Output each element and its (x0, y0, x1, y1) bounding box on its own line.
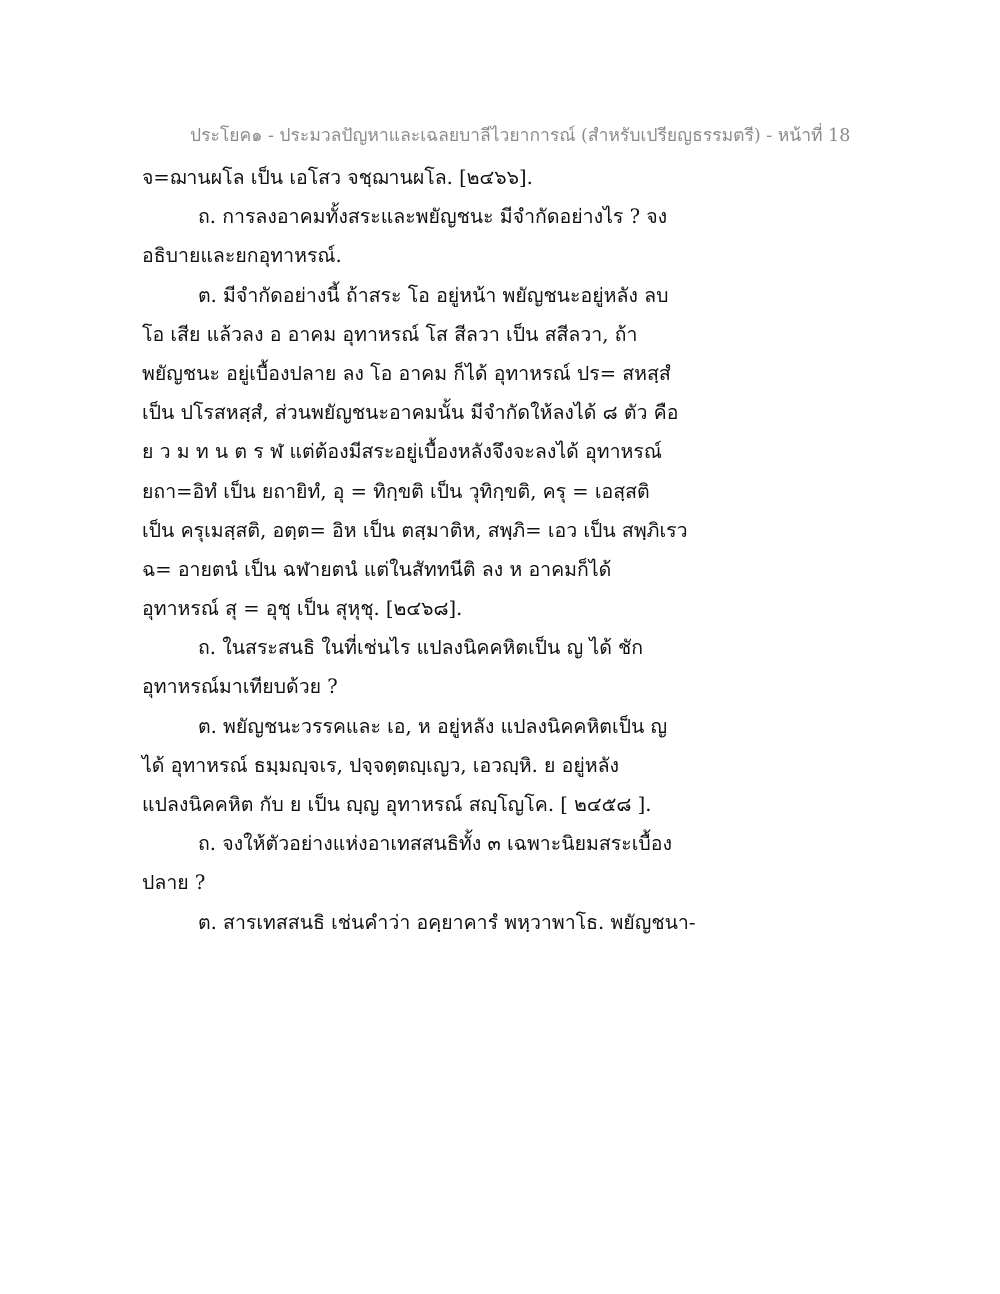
text-line: อุทาหรณ์ สุ = อุชุ เป็น สุหุชุ. [๒๔๖๘]. (142, 597, 463, 621)
text-line: อุทาหรณ์มาเทียบด้วย ? (142, 675, 338, 699)
answer-line: ต. พยัญชนะวรรคและ เอ, ห อยู่หลัง แปลงนิคคหิตเป็น ญ (198, 714, 668, 738)
text-line: แปลงนิคคหิต กับ ย เป็น ญฺญ อุทาหรณ์ สญฺโญโค. [ ๒๔๕๘ ]. (142, 793, 652, 816)
text-line: เป็น ครุเมสฺสติ, อตฺต= อิห เป็น ตสฺมาติห, สพฺภิ= เอว เป็น สพฺภิเรว (142, 518, 688, 542)
text-line: ยถา=อิทํ เป็น ยถายิทํ, อุ = ทิกฺขติ เป็น วุทิกฺขติ, ครุ = เอสฺสติ (142, 479, 650, 503)
text-line: ได้ อุทาหรณ์ ธมฺมญฺจเร, ปจฺจตฺตญฺเญว, เอวญฺหิ. ย อยู่หลัง (142, 753, 620, 777)
question-line: ถ. จงให้ตัวอย่างแห่งอาเทสสนธิทั้ง ๓ เฉพาะนิยมสระเบื้อง (198, 832, 672, 856)
question-line: ถ. ในสระสนธิ ในที่เช่นไร แปลงนิคคหิตเป็น ญ ได้ ชัก (198, 636, 644, 660)
text-line: ย ว ม ท น ต ร ฬ แต่ต้องมีสระอยู่เบื้องหลังจึงจะลงได้ อุทาหรณ์ (142, 440, 662, 464)
answer-line: ต. มีจำกัดอย่างนี้ ถ้าสระ โอ อยู่หน้า พยัญชนะอยู่หลัง ลบ (198, 283, 669, 307)
text-line: จ=ฌานผโล เป็น เอโสว จชฺฌานผโล. [๒๔๖๖]. (142, 166, 533, 189)
running-header: ประโยค๑ - ประมวลปัญหาและเฉลยบาลีไวยาการณ์ (สำหรับเปรียญธรรมตรี) - หน้าที่ 18 (190, 126, 851, 146)
text-line: เป็น ปโรสหสฺสํ, ส่วนพยัญชนะอาคมนั้น มีจำกัดให้ลงได้ ๘ ตัว คือ (142, 401, 679, 425)
text-line: อธิบายและยกอุทาหรณ์. (142, 244, 342, 268)
text-line: ฉ= อายตนํ เป็น ฉฬายตนํ แต่ในสัททนีติ ลง ห อาคมก็ได้ (142, 557, 612, 581)
text-line: ปลาย ? (142, 871, 206, 895)
text-line: โอ เสีย แล้วลง อ อาคม อุทาหรณ์ โส สีลวา เป็น สสีลวา, ถ้า (142, 322, 638, 346)
text-line: พยัญชนะ อยู่เบื้องปลาย ลง โอ อาคม ก็ได้ อุทาหรณ์ ปร= สหสฺสํ (142, 361, 671, 385)
body-text (142, 158, 702, 942)
question-line: ถ. การลงอาคมทั้งสระและพยัญชนะ มีจำกัดอย่างไร ? จง (198, 205, 668, 229)
answer-line: ต. สารเทสสนธิ เช่นคำว่า อคฺยาคารํ พหฺวาพาโธ. พยัญชนา- (198, 910, 696, 934)
